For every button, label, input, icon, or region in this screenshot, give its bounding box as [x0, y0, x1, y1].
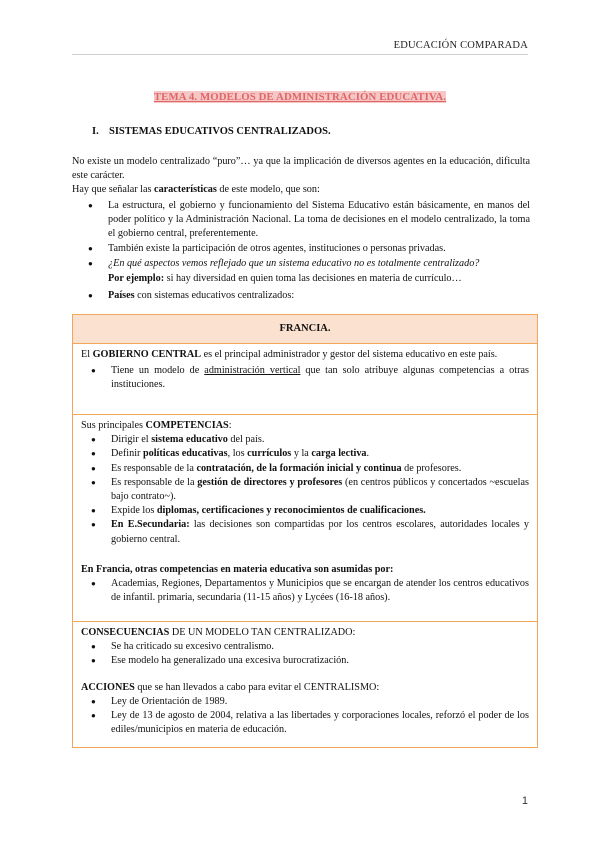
list-item: [89, 695, 529, 709]
title-text: TEMA 4. MODELOS DE ADMINISTRACIÓN EDUCATIVA.: [153, 91, 447, 103]
bullet-icon: ●: [91, 642, 96, 652]
bullet-icon: ●: [91, 579, 96, 589]
list-item: [86, 257, 530, 285]
characteristics-list: [86, 199, 530, 303]
list-item: [89, 709, 529, 737]
text: .: [366, 448, 370, 460]
government-list: [89, 364, 529, 392]
text: de este modelo, que son:: [216, 184, 320, 196]
bullet-icon: ●: [91, 449, 96, 459]
competencies-bold: COMPETENCIAS: [145, 420, 229, 431]
bullet-icon: ●: [91, 520, 96, 530]
bold-text: gestión de directores y profesores: [197, 476, 343, 488]
list-item: [89, 504, 529, 518]
bullet-icon: ●: [88, 200, 93, 210]
intro-paragraph-1: No existe un modelo centralizado “puro”… ya que la implicación de diversos agentes en la educación, dificulta este carácter.: [72, 156, 530, 182]
bullet-icon: ●: [88, 259, 93, 269]
box-title: FRANCIA.: [72, 314, 538, 344]
bold-text: políticas educativas: [142, 448, 228, 460]
list-item: [89, 640, 529, 654]
bullet-icon: ●: [91, 506, 96, 516]
actions-heading: [81, 681, 529, 695]
page-header: EDUCACIÓN COMPARADA: [393, 40, 528, 51]
text: Tiene un modelo de: [111, 365, 205, 377]
list-item: [86, 242, 530, 256]
list-item: [89, 654, 529, 668]
government-paragraph: [81, 348, 529, 362]
text: Dirigir el: [111, 434, 152, 446]
text: La estructura, el gobierno y funcionamiento del Sistema Educativo están básicamente, en manos del poder político y la Administración Nacional. La toma de decisiones en el modelo centralizado, la toma el gobierno central, preferentemente.: [108, 199, 530, 240]
other-competencies-heading: [81, 563, 529, 577]
bold-text: En Francia, otras competencias en materia educativa son asumidas por:: [81, 563, 394, 575]
text: Hay que señalar las: [72, 184, 155, 196]
text: Academias, Regiones, Departamentos y Municipios que se encargan de atender los centros educativos de infantil. primaria, secundaria (11-15 años) y Lycées (16-18 años).: [111, 578, 529, 604]
text: es el principal administrador y gestor del sistema educativo en este país.: [201, 349, 498, 360]
government-bold: GOBIERNO CENTRAL: [92, 349, 202, 360]
bold-text: currículos: [247, 448, 292, 460]
list-item: [89, 433, 529, 447]
list-item: [89, 518, 529, 546]
text: Definir: [111, 448, 143, 460]
header-rule: [72, 54, 528, 55]
bullet-icon: ●: [91, 656, 96, 666]
text: Es responsable de la: [111, 476, 198, 488]
text: con sistemas educativos centralizados:: [134, 289, 295, 301]
list-item: [86, 289, 530, 303]
text: las decisiones son compartidas por los centros escolares, autoridades locales y gobierno central.: [111, 519, 529, 545]
text: El: [81, 349, 93, 360]
text: Ese modelo ha generalizado una excesiva burocratización.: [111, 655, 349, 667]
text: Ley de Orientación de 1989.: [111, 695, 228, 707]
example-bold: Por ejemplo:: [108, 272, 165, 284]
text: :: [228, 420, 232, 431]
section-heading-text: SISTEMAS EDUCATIVOS CENTRALIZADOS.: [109, 126, 331, 137]
section-heading: [92, 125, 331, 139]
text: Es responsable de la: [111, 462, 197, 474]
bold-text: CONSECUENCIAS: [81, 627, 170, 638]
list-item: [89, 364, 529, 392]
bold-text: En E.Secundaria:: [111, 519, 190, 531]
countries-bold: Países: [108, 289, 135, 301]
question-text: ¿En qué aspectos vemos reflejado que un sistema educativo no es totalmente centralizado?: [108, 258, 480, 270]
list-item: [86, 199, 530, 242]
bold-text: sistema educativo: [151, 434, 228, 446]
text: Expide los: [111, 505, 157, 517]
document-title: [0, 90, 600, 104]
characteristics-bold: características: [154, 184, 217, 196]
page-number: 1: [521, 794, 528, 807]
text: Ley de 13 de agosto de 2004, relativa a las libertades y corporaciones locales, reforzó el poder de los ediles/municipios en materia de educación.: [111, 710, 529, 736]
actions-list: [89, 695, 529, 738]
bullet-icon: ●: [91, 477, 96, 487]
bullet-icon: ●: [91, 366, 96, 376]
text: Se ha criticado su excesivo centralismo.: [111, 641, 274, 653]
consequences-list: [89, 640, 529, 668]
text: del país.: [227, 434, 265, 446]
list-item: [89, 447, 529, 461]
bold-text: carga lectiva: [311, 448, 367, 460]
bullet-icon: ●: [91, 463, 96, 473]
intro-paragraph-2: [72, 183, 530, 197]
bold-text: ACCIONES: [81, 681, 135, 693]
section-number: I.: [92, 126, 99, 137]
text: , los: [227, 448, 248, 460]
box-cell-consequences: [72, 621, 538, 748]
list-item: [89, 476, 529, 504]
text: y la: [291, 448, 312, 460]
consequences-heading: [81, 626, 529, 640]
vertical-admin-underlined: administración vertical: [204, 365, 301, 377]
text: que tan solo atribuye algunas competencias a otras instituciones.: [111, 365, 529, 391]
bullet-icon: ●: [91, 696, 96, 706]
bullet-icon: ●: [91, 711, 96, 721]
text: Sus principales: [81, 420, 146, 431]
list-item: [89, 577, 529, 605]
bold-text: contratación, de la formación inicial y continua: [196, 462, 402, 474]
bullet-icon: ●: [88, 244, 93, 254]
text: que se han llevados a cabo para evitar el CENTRALISMO:: [134, 681, 380, 693]
text: También existe la participación de otros agentes, instituciones o personas privadas.: [108, 243, 446, 255]
text: de profesores.: [401, 462, 462, 474]
list-item: [89, 462, 529, 476]
text: DE UN MODELO TAN CENTRALIZADO:: [169, 627, 356, 638]
bullet-icon: ●: [88, 290, 93, 300]
box-cell-competencies: [72, 414, 538, 622]
bold-text: diplomas, certificaciones y reconocimientos de cualificaciones.: [156, 505, 426, 517]
competencies-intro: [81, 419, 529, 433]
box-cell-government: [72, 343, 538, 415]
bullet-icon: ●: [91, 435, 96, 445]
text: si hay diversidad en quien toma las decisiones en materia de currículo…: [164, 272, 462, 284]
intro-block: [72, 155, 530, 303]
competencies-list: [89, 433, 529, 547]
other-competencies-list: [89, 577, 529, 605]
text: (en centros públicos y concertados ~escuelas bajo contrato~).: [111, 476, 529, 503]
